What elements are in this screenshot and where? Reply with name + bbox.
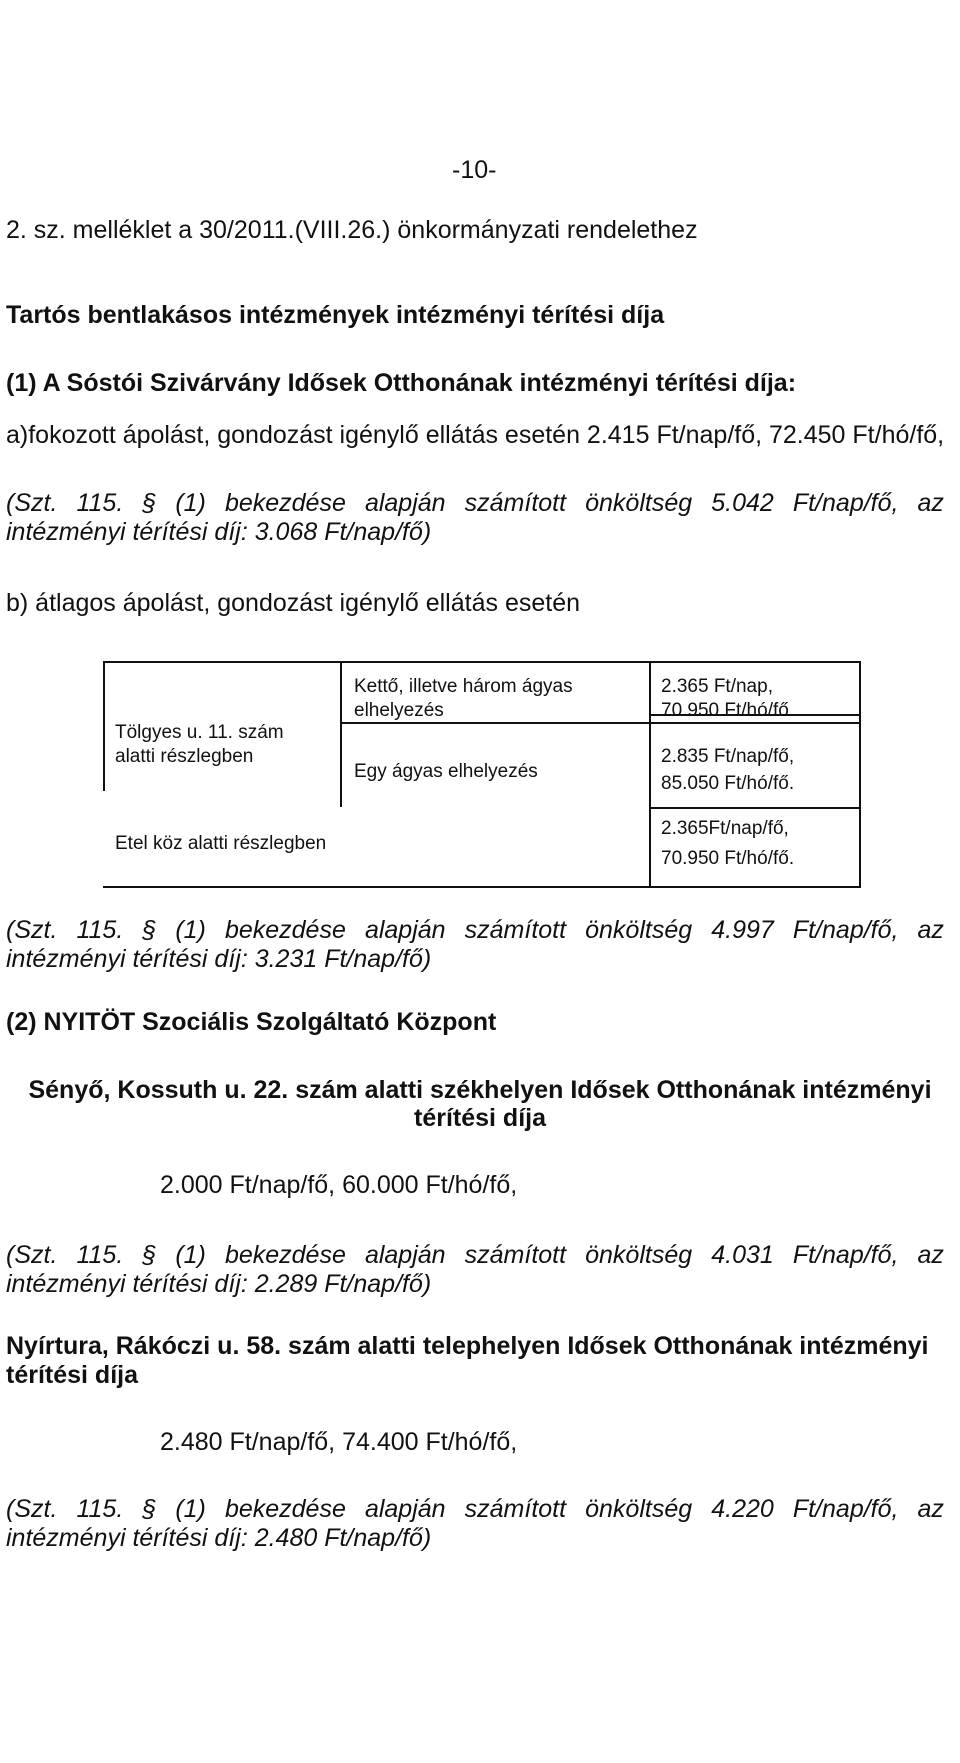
option2-price-line1: 2.835 Ft/nap/fő, [661, 746, 795, 767]
word: (Szt. [6, 1495, 58, 1523]
word: számított [464, 916, 567, 944]
table-border-bottom [103, 886, 861, 888]
nyirtura-note-line1 [6, 1494, 944, 1524]
note-a-line1 [6, 488, 944, 518]
word: Ft/nap/fő, [792, 916, 899, 944]
location2-label: Etel köz alatti részlegben [115, 833, 327, 854]
word: 4.031 [711, 1241, 774, 1269]
word: § [142, 1241, 157, 1269]
word: alapján [364, 916, 446, 944]
word: önköltség [585, 489, 693, 517]
word: 115. [76, 1495, 124, 1523]
word: (Szt. [6, 1241, 58, 1269]
word: önköltség [585, 916, 693, 944]
section1-heading: (1) A Sóstói Szivárvány Idősek Otthonának intézményi térítési díja: [6, 369, 797, 397]
senyo-title-line2: térítési díja [414, 1104, 546, 1132]
word: az [917, 1495, 944, 1523]
nyirtura-title-line1: Nyírtura, Rákóczi u. 58. szám alatti telephelyen Idősek Otthonának intézményi [6, 1332, 929, 1360]
table-border-right [859, 661, 861, 888]
word: § [142, 489, 157, 517]
section2-heading: (2) NYITÖT Szociális Szolgáltató Központ [6, 1008, 497, 1036]
senyo-note-line1 [6, 1240, 944, 1270]
option1-price-line2: 70.950 Ft/hó/fő [661, 700, 789, 721]
location1-line1: Tölgyes u. 11. szám [115, 722, 284, 743]
location2-price-line1: 2.365Ft/nap/fő, [661, 818, 789, 839]
nyirtura-title-line2: térítési díja [6, 1361, 138, 1389]
word: 115. [76, 1241, 124, 1269]
table-border-left [103, 661, 105, 791]
senyo-title-line1: Sényő, Kossuth u. 22. szám alatti székhelyen Idősek Otthonának intézményi [28, 1076, 932, 1104]
option2-label: Egy ágyas elhelyezés [354, 761, 538, 782]
nyirtura-note-line2: intézményi térítési díj: 2.480 Ft/nap/fő) [6, 1524, 432, 1552]
word: § [142, 916, 157, 944]
word: (Szt. [6, 489, 58, 517]
item-a: a)fokozott ápolást, gondozást igénylő ellátás esetén 2.415 Ft/nap/fő, 72.450 Ft/hó/fő, [6, 421, 945, 449]
word: számított [464, 1495, 567, 1523]
nyirtura-price: 2.480 Ft/nap/fő, 74.400 Ft/hó/fő, [160, 1428, 518, 1456]
option1-line1: Kettő, illetve három ágyas [354, 676, 573, 697]
word: önköltség [585, 1495, 693, 1523]
word: az [917, 1241, 944, 1269]
option2-price-line2: 85.050 Ft/hó/fő. [661, 773, 795, 794]
word: bekezdése [224, 1495, 346, 1523]
senyo-price: 2.000 Ft/nap/fő, 60.000 Ft/hó/fő, [160, 1171, 518, 1199]
table-column-divider [340, 661, 342, 807]
option1-line2: elhelyezés [354, 700, 444, 721]
word: (1) [175, 1495, 206, 1523]
word: (1) [175, 489, 206, 517]
word: önköltség [585, 1241, 693, 1269]
word: (1) [175, 1241, 206, 1269]
word: alapján [364, 489, 446, 517]
word: 4.997 [711, 916, 774, 944]
word: Ft/nap/fő, [792, 489, 899, 517]
item-b: b) átlagos ápolást, gondozást igénylő ellátás esetén [6, 589, 580, 617]
note-b-line2: intézményi térítési díj: 3.231 Ft/nap/fő) [6, 945, 432, 973]
main-title: Tartós bentlakásos intézmények intézményi térítési díja [6, 301, 665, 329]
word: az [917, 489, 944, 517]
note-b-line1 [6, 915, 944, 945]
word: (Szt. [6, 916, 58, 944]
word: 115. [76, 489, 124, 517]
word: § [142, 1495, 157, 1523]
price-underline [650, 807, 861, 809]
location1-line2: alatti részlegben [115, 746, 254, 767]
word: 4.220 [711, 1495, 774, 1523]
location2-price-line2: 70.950 Ft/hó/fő. [661, 848, 795, 869]
word: alapján [364, 1495, 446, 1523]
word: alapján [364, 1241, 446, 1269]
word: 115. [76, 916, 124, 944]
word: Ft/nap/fő, [792, 1241, 899, 1269]
word: bekezdése [224, 1241, 346, 1269]
fee-table [103, 661, 861, 888]
word: az [917, 916, 944, 944]
table-border-top [103, 661, 861, 663]
page-number: -10- [452, 156, 497, 184]
option1-price-line1: 2.365 Ft/nap, [661, 676, 773, 697]
word: bekezdése [224, 489, 346, 517]
word: Ft/nap/fő, [792, 1495, 899, 1523]
word: számított [464, 1241, 567, 1269]
note-a-line2: intézményi térítési díj: 3.068 Ft/nap/fő) [6, 518, 432, 546]
annex-line: 2. sz. melléklet a 30/2011.(VIII.26.) önkormányzati rendelethez [6, 216, 698, 244]
word: bekezdése [224, 916, 346, 944]
senyo-note-line2: intézményi térítési díj: 2.289 Ft/nap/fő) [6, 1270, 432, 1298]
table-price-divider [649, 661, 651, 888]
word: számított [464, 489, 567, 517]
word: 5.042 [711, 489, 774, 517]
word: (1) [175, 916, 206, 944]
